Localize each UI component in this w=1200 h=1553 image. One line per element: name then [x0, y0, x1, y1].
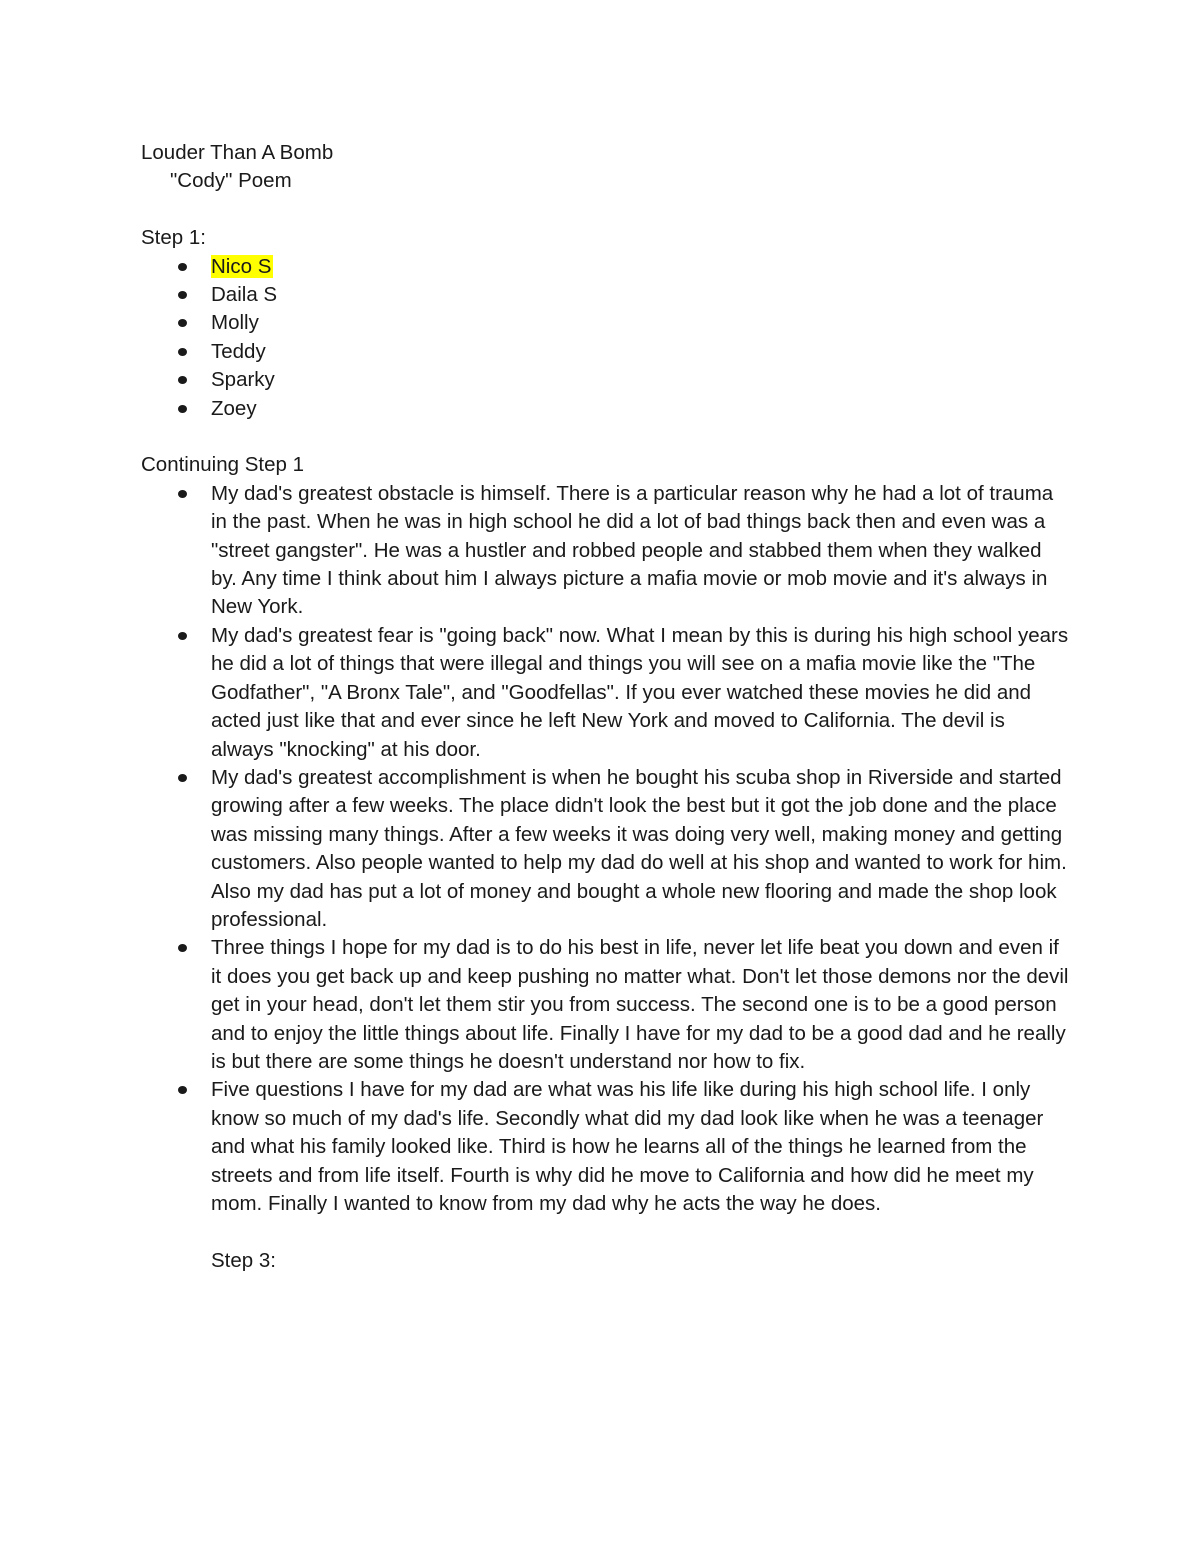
list-item — [141, 764, 1071, 934]
list-item — [141, 281, 1071, 309]
list-item-text: Molly — [211, 311, 259, 335]
bullet-icon — [178, 263, 187, 271]
list-item — [141, 622, 1071, 764]
blank-line — [141, 1218, 1071, 1246]
list-item — [141, 309, 1071, 337]
bullet-icon — [178, 405, 187, 413]
list-item — [141, 480, 1071, 622]
bullet-icon — [178, 319, 187, 327]
bullet-icon — [178, 632, 187, 640]
step1-heading: Step 1: — [141, 226, 206, 250]
paragraph-list — [141, 480, 1071, 1219]
bullet-icon — [178, 774, 187, 782]
bullet-icon — [178, 944, 187, 952]
bullet-icon — [178, 1086, 187, 1094]
list-item-text: Teddy — [211, 339, 266, 363]
continuing-heading: Continuing Step 1 — [141, 453, 304, 477]
document-subtitle: "Cody" Poem — [170, 169, 292, 193]
step3-heading: Step 3: — [211, 1248, 276, 1272]
paragraph-text: My dad's greatest fear is "going back" now. What I mean by this is during his high school years he did a lot of things that were illegal and things you will see on a mafia movie like the "The Godfather", "A Bronx Tale", and "Goodfellas". If you ever watched these movies he did and acted just like that and ever since he left New York and moved to California. The devil is always "knocking" at his door. — [211, 623, 1069, 761]
blank-line — [141, 196, 1071, 224]
blank-line — [141, 423, 1071, 451]
list-item — [141, 934, 1071, 1076]
bullet-icon — [178, 291, 187, 299]
list-item — [141, 338, 1071, 366]
list-item — [141, 1076, 1071, 1218]
list-item — [141, 395, 1071, 423]
bullet-icon — [178, 348, 187, 356]
highlighted-text: Nico S — [211, 254, 272, 278]
document-page — [141, 139, 1071, 1275]
bullet-icon — [178, 376, 187, 384]
bullet-icon — [178, 490, 187, 498]
list-item-text: Daila S — [211, 283, 278, 307]
document-title: Louder Than A Bomb — [141, 141, 334, 164]
list-item-text: Zoey — [211, 396, 257, 420]
paragraph-text: Five questions I have for my dad are what was his life like during his high school life. I only know so much of my dad's life. Secondly what did my dad look like when he was a teenager and what his family looked like. Third is how he learns all of the things he learned from the streets and from life itself. Fourth is why did he move to California and how did he meet my mom. Finally I wanted to know from my dad why he acts the way he does. — [211, 1078, 1044, 1215]
list-item — [141, 366, 1071, 394]
paragraph-text: My dad's greatest accomplishment is when he bought his scuba shop in Riverside and started growing after a few weeks. The place didn't look the best but it got the job done and the place was missing many things. After a few weeks it was doing very well, making money and getting customers. Also people wanted to help my dad do well at his shop and wanted to work for him. Also my dad has put a lot of money and bought a whole new flooring and made the shop look professional. — [211, 765, 1067, 931]
step1-list — [141, 253, 1071, 423]
list-item-text: Sparky — [211, 368, 275, 392]
list-item — [141, 253, 1071, 281]
paragraph-text: Three things I hope for my dad is to do his best in life, never let life beat you down and even if it does you get back up and keep pushing no matter what. Don't let those demons nor the devil get in your head, don't let them stir you from success. The second one is to be a good person and to enjoy the little things about life. Finally I have for my dad to be a good dad and he really is but there are some things he doesn't understand nor how to fix. — [211, 936, 1069, 1073]
paragraph-text: My dad's greatest obstacle is himself. There is a particular reason why he had a lot of trauma in the past. When he was in high school he did a lot of bad things back then and even was a "street gangster". He was a hustler and robbed people and stabbed them when they walked by. Any time I think about him I always picture a mafia movie or mob movie and it's always in New York. — [211, 481, 1054, 619]
